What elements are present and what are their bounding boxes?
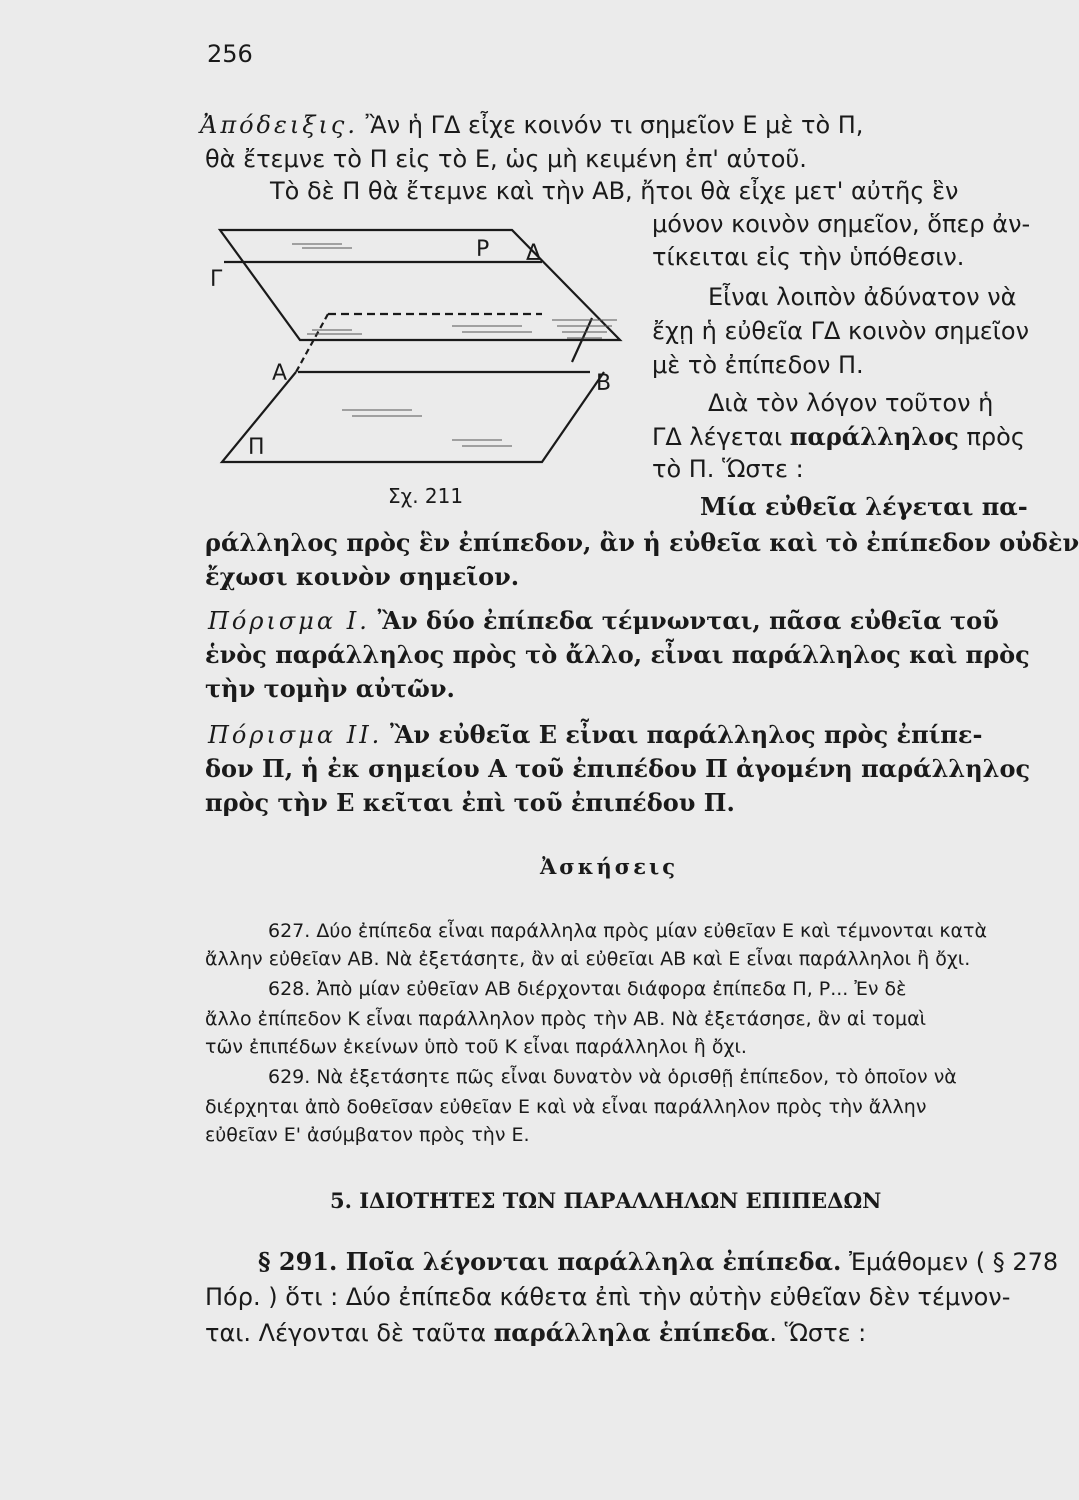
proof-line-2: θὰ ἔτεμνε τὸ Π εἰς τὸ Ε, ὡς μὴ κειμένη ἐπ' αὐτοῦ. [205, 145, 807, 173]
proof-label: Ἀπόδειξις. [200, 111, 358, 139]
proof-line-7: ἔχῃ ἡ εὐθεῖα ΓΔ κοινὸν σημεῖον [652, 317, 1029, 345]
proof-text-10c: πρὸς [958, 423, 1025, 451]
exercise-629-line-3: εὐθεῖαν Ε' ἀσύμβατον πρὸς τὴν Ε. [205, 1124, 530, 1146]
proof-line-3: Τὸ δὲ Π θὰ ἔτεμνε καὶ τὴν ΑΒ, ἤτοι θὰ εἶχε μετ' αὐτῆς ἓν [270, 177, 959, 205]
page-number: 256 [207, 40, 253, 68]
definition-line-1: Μία εὐθεῖα λέγεται πα- [700, 492, 1028, 521]
exercise-627-line-2: ἄλλην εὐθεῖαν ΑΒ. Νὰ ἐξετάσητε, ἂν αἱ εὐθεῖαι ΑΒ καὶ Ε εἶναι παράλληλοι ἢ ὄχι. [205, 948, 971, 970]
label-rho: Ρ [476, 237, 490, 262]
exercises-title: Ἀσκήσεις [540, 854, 678, 879]
section-line-1 [258, 1247, 1058, 1277]
proof-line-4: μόνον κοινὸν σημεῖον, ὅπερ ἀν- [652, 210, 1031, 238]
parallel-planes-term: παράλληλα ἐπίπεδα [493, 1318, 770, 1347]
plane-shading [292, 244, 617, 446]
parallel-term: παράλληλος [789, 422, 959, 451]
porisma1-line-3: τὴν τομὴν αὐτῶν. [205, 674, 455, 703]
section-text-3c: . Ὥστε : [769, 1319, 867, 1347]
porisma2-label: Πόρισμα ΙΙ. [208, 721, 383, 749]
definition-line-2: ράλληλος πρὸς ἓν ἐπίπεδον, ἂν ἡ εὐθεῖα καὶ τὸ ἐπίπεδον οὐδὲν [205, 528, 1079, 557]
porisma1-label: Πόρισμα Ι. [208, 607, 370, 635]
section-line-3 [205, 1318, 866, 1348]
figure-caption: Σχ. 211 [388, 484, 464, 508]
label-delta: Δ [526, 241, 542, 266]
porisma2-line-2: δον Π, ἡ ἐκ σημείου Α τοῦ ἐπιπέδου Π ἀγομένη παράλληλος [205, 754, 1031, 783]
label-alpha: Α [272, 361, 288, 386]
section-heading: 5. ΙΔΙΟΤΗΤΕΣ ΤΩΝ ΠΑΡΑΛΛΗΛΩΝ ΕΠΙΠΕΔΩΝ [330, 1188, 882, 1213]
proof-line-6: Εἶναι λοιπὸν ἀδύνατον νὰ [708, 283, 1017, 311]
porisma1-line-1 [208, 606, 999, 636]
proof-text-1: Ἂν ἡ ΓΔ εἶχε κοινόν τι σημεῖον Ε μὲ τὸ Π, [365, 111, 864, 139]
proof-line-5: τίκειται εἰς τὴν ὑπόθεσιν. [652, 243, 965, 271]
label-beta: Β [596, 371, 612, 396]
exercise-629-line-1: 629. Νὰ ἐξετάσητε πῶς εἶναι δυνατὸν νὰ ὁρισθῇ ἐπίπεδον, τὸ ὁποῖον νὰ [268, 1066, 957, 1088]
proof-line-10 [652, 422, 1025, 452]
exercise-628-line-1: 628. Ἀπὸ μίαν εὐθεῖαν ΑΒ διέρχονται διάφορα ἐπίπεδα Π, Ρ... Ἐν δὲ [268, 978, 907, 1000]
exercise-629-line-2: διέρχηται ἀπὸ δοθεῖσαν εὐθεῖαν Ε καὶ νὰ εἶναι παράλληλον πρὸς τὴν ἄλλην [205, 1096, 927, 1118]
proof-line-11: τὸ Π. Ὥστε : [652, 455, 804, 483]
exercise-628-line-3: τῶν ἐπιπέδων ἐκείνων ὑπὸ τοῦ Κ εἶναι παράλληλοι ἢ ὄχι. [205, 1036, 747, 1058]
section-text-3a: ται. Λέγονται δὲ ταῦτα [205, 1319, 494, 1347]
upper-plane-outline [220, 230, 620, 340]
exercise-628-line-2: ἄλλο ἐπίπεδον Κ εἶναι παράλληλον πρὸς τὴν ΑΒ. Νὰ ἐξετάσησε, ἂν αἱ τομαὶ [205, 1008, 927, 1030]
proof-line-1 [200, 110, 863, 140]
porisma2-text-1: Ἂν εὐθεῖα Ε εἶναι παράλληλος πρὸς ἐπίπε- [389, 720, 983, 749]
definition-line-3: ἔχωσι κοινὸν σημεῖον. [205, 562, 520, 591]
section-line-2: Πόρ. ) ὅτι : Δύο ἐπίπεδα κάθετα ἐπὶ τὴν αὐτὴν εὐθεῖαν δὲν τέμνον- [205, 1283, 1011, 1311]
label-pi: Π [248, 435, 265, 460]
porisma2-line-3: πρὸς τὴν Ε κεῖται ἐπὶ τοῦ ἐπιπέδου Π. [205, 788, 735, 817]
porisma2-line-1 [208, 720, 982, 750]
figure-211-diagram [212, 222, 642, 482]
paragraph-label: § 291. Ποῖα λέγονται παράλληλα ἐπίπεδα. [258, 1247, 842, 1276]
label-gamma: Γ [210, 267, 223, 292]
porisma1-text-1: Ἂν δύο ἐπίπεδα τέμνωνται, πᾶσα εὐθεῖα τοῦ [377, 606, 999, 635]
exercise-627-line-1: 627. Δύο ἐπίπεδα εἶναι παράλληλα πρὸς μίαν εὐθεῖαν Ε καὶ τέμνονται κατὰ [268, 920, 988, 942]
section-text-1: Ἐμάθομεν ( § 278 [848, 1248, 1059, 1276]
proof-text-10a: ΓΔ λέγεται [652, 423, 790, 451]
proof-line-8: μὲ τὸ ἐπίπεδον Π. [652, 351, 864, 379]
proof-line-9: Διὰ τὸν λόγον τοῦτον ἡ [708, 389, 994, 417]
hidden-side [296, 314, 328, 372]
porisma1-line-2: ἑνὸς παράλληλος πρὸς τὸ ἄλλο, εἶναι παράλληλος καὶ πρὸς [205, 640, 1030, 669]
